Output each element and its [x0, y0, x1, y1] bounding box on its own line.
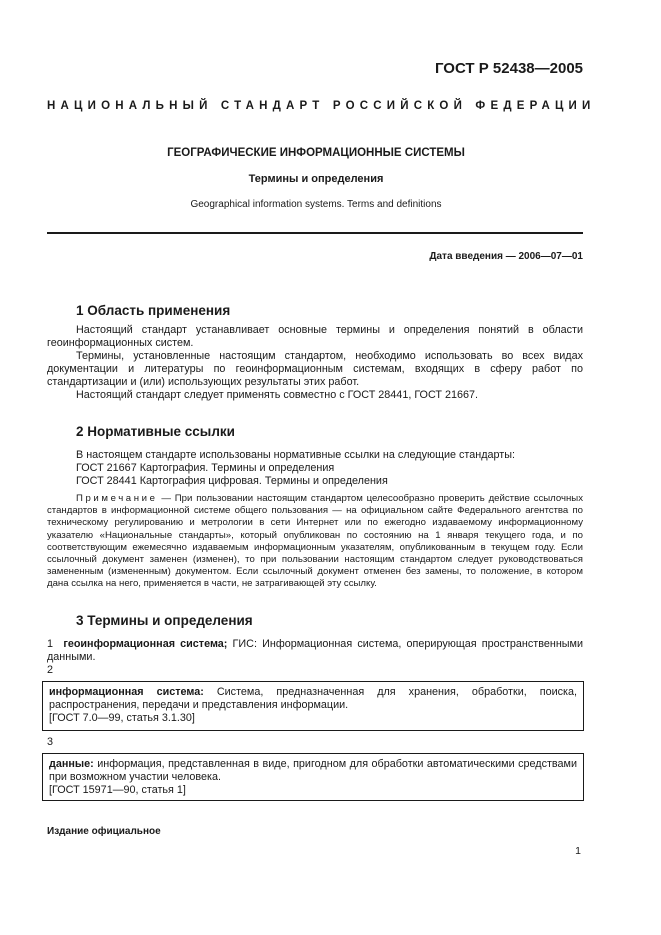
page-number: 1 [575, 845, 581, 857]
section-2-body [47, 449, 583, 488]
note-label: Примечание [76, 493, 158, 504]
section-1-paragraph: Настоящий стандарт устанавливает основные термины и определения понятий в области геоинформационных систем. [47, 324, 583, 349]
section-2-heading: 2 Нормативные ссылки [76, 424, 235, 439]
normative-reference: ГОСТ 21667 Картография. Термины и определения [76, 462, 335, 474]
term-name: геоинформационная система; [63, 638, 228, 650]
national-standard-banner: НАЦИОНАЛЬНЫЙ СТАНДАРТ РОССИЙСКОЙ ФЕДЕРАЦИИ [47, 100, 596, 112]
english-title: Geographical information systems. Terms and definitions [190, 199, 442, 210]
term-name: информационная система: [49, 686, 204, 698]
term-entry-1 [47, 638, 583, 664]
header-divider [47, 232, 583, 234]
term-box-1 [42, 681, 584, 731]
document-number: ГОСТ Р 52438—2005 [434, 60, 583, 77]
section-3-heading: 3 Термины и определения [76, 613, 253, 628]
section-2-paragraph: В настоящем стандарте использованы нормативные ссылки на следующие стандарты: [76, 449, 515, 461]
normative-reference: ГОСТ 28441 Картография цифровая. Термины и определения [76, 475, 388, 487]
section-1-body [47, 324, 583, 402]
note [47, 493, 583, 591]
term-definition: информация, представленная в виде, пригодном для обработки автоматическими средствами при возможном участии человека. [49, 758, 577, 783]
term-number: 2 [47, 664, 54, 676]
term-number: 1 [47, 638, 54, 650]
document-subtitle: Термины и определения [248, 173, 384, 185]
section-1-heading: 1 Область применения [76, 303, 231, 318]
term-source: [ГОСТ 7.0—99, статья 3.1.30] [49, 712, 195, 724]
introduction-date: Дата введения — 2006—07—01 [429, 251, 583, 262]
section-1-paragraph: Настоящий стандарт следует применять совместно с ГОСТ 28441, ГОСТ 21667. [76, 389, 479, 401]
term-name: данные: [49, 758, 94, 770]
term-definition: ГИС: Информационная система, оперирующая пространственными данными. [47, 638, 583, 663]
term-number: 3 [47, 736, 54, 748]
term-definition: Система, предназначенная для хранения, обработки, поиска, распространения, передачи и представления информации. [49, 686, 577, 711]
edition-label: Издание официальное [47, 826, 161, 837]
section-1-paragraph: Термины, установленные настоящим стандартом, необходимо использовать во всех видах документации и литературы по геоинформационным системам, входящих в сферу работ по стандартизации и (или) использующих результаты этих работ. [47, 350, 583, 388]
term-box-2 [42, 753, 584, 801]
document-title: ГЕОГРАФИЧЕСКИЕ ИНФОРМАЦИОННЫЕ СИСТЕМЫ [167, 147, 465, 159]
term-source: [ГОСТ 15971—90, статья 1] [49, 784, 186, 796]
note-text: — При пользовании настоящим стандартом целесообразно проверить действие ссылочных стандартов в информационной системе общего пользования — на официальном сайте Федерального агентства по техническому регулированию и метрологии в сети Интернет или по ежегодно издаваемому информационному указателю «Национальные стандарты», который опубликован по состоянию на 1 января текущего года, и по соответствующим ежемесячно издаваемым информационным указателям, опубликованным в текущем году. Если ссылочный документ заменен (изменен), то при пользовании настоящим стандартом следует руководствоваться замененным (измененным) документом. Если ссылочный документ отменен без замены, то положение, в котором дана ссылка на него, применяется в части, не затрагивающей эту ссылку. [47, 493, 583, 590]
